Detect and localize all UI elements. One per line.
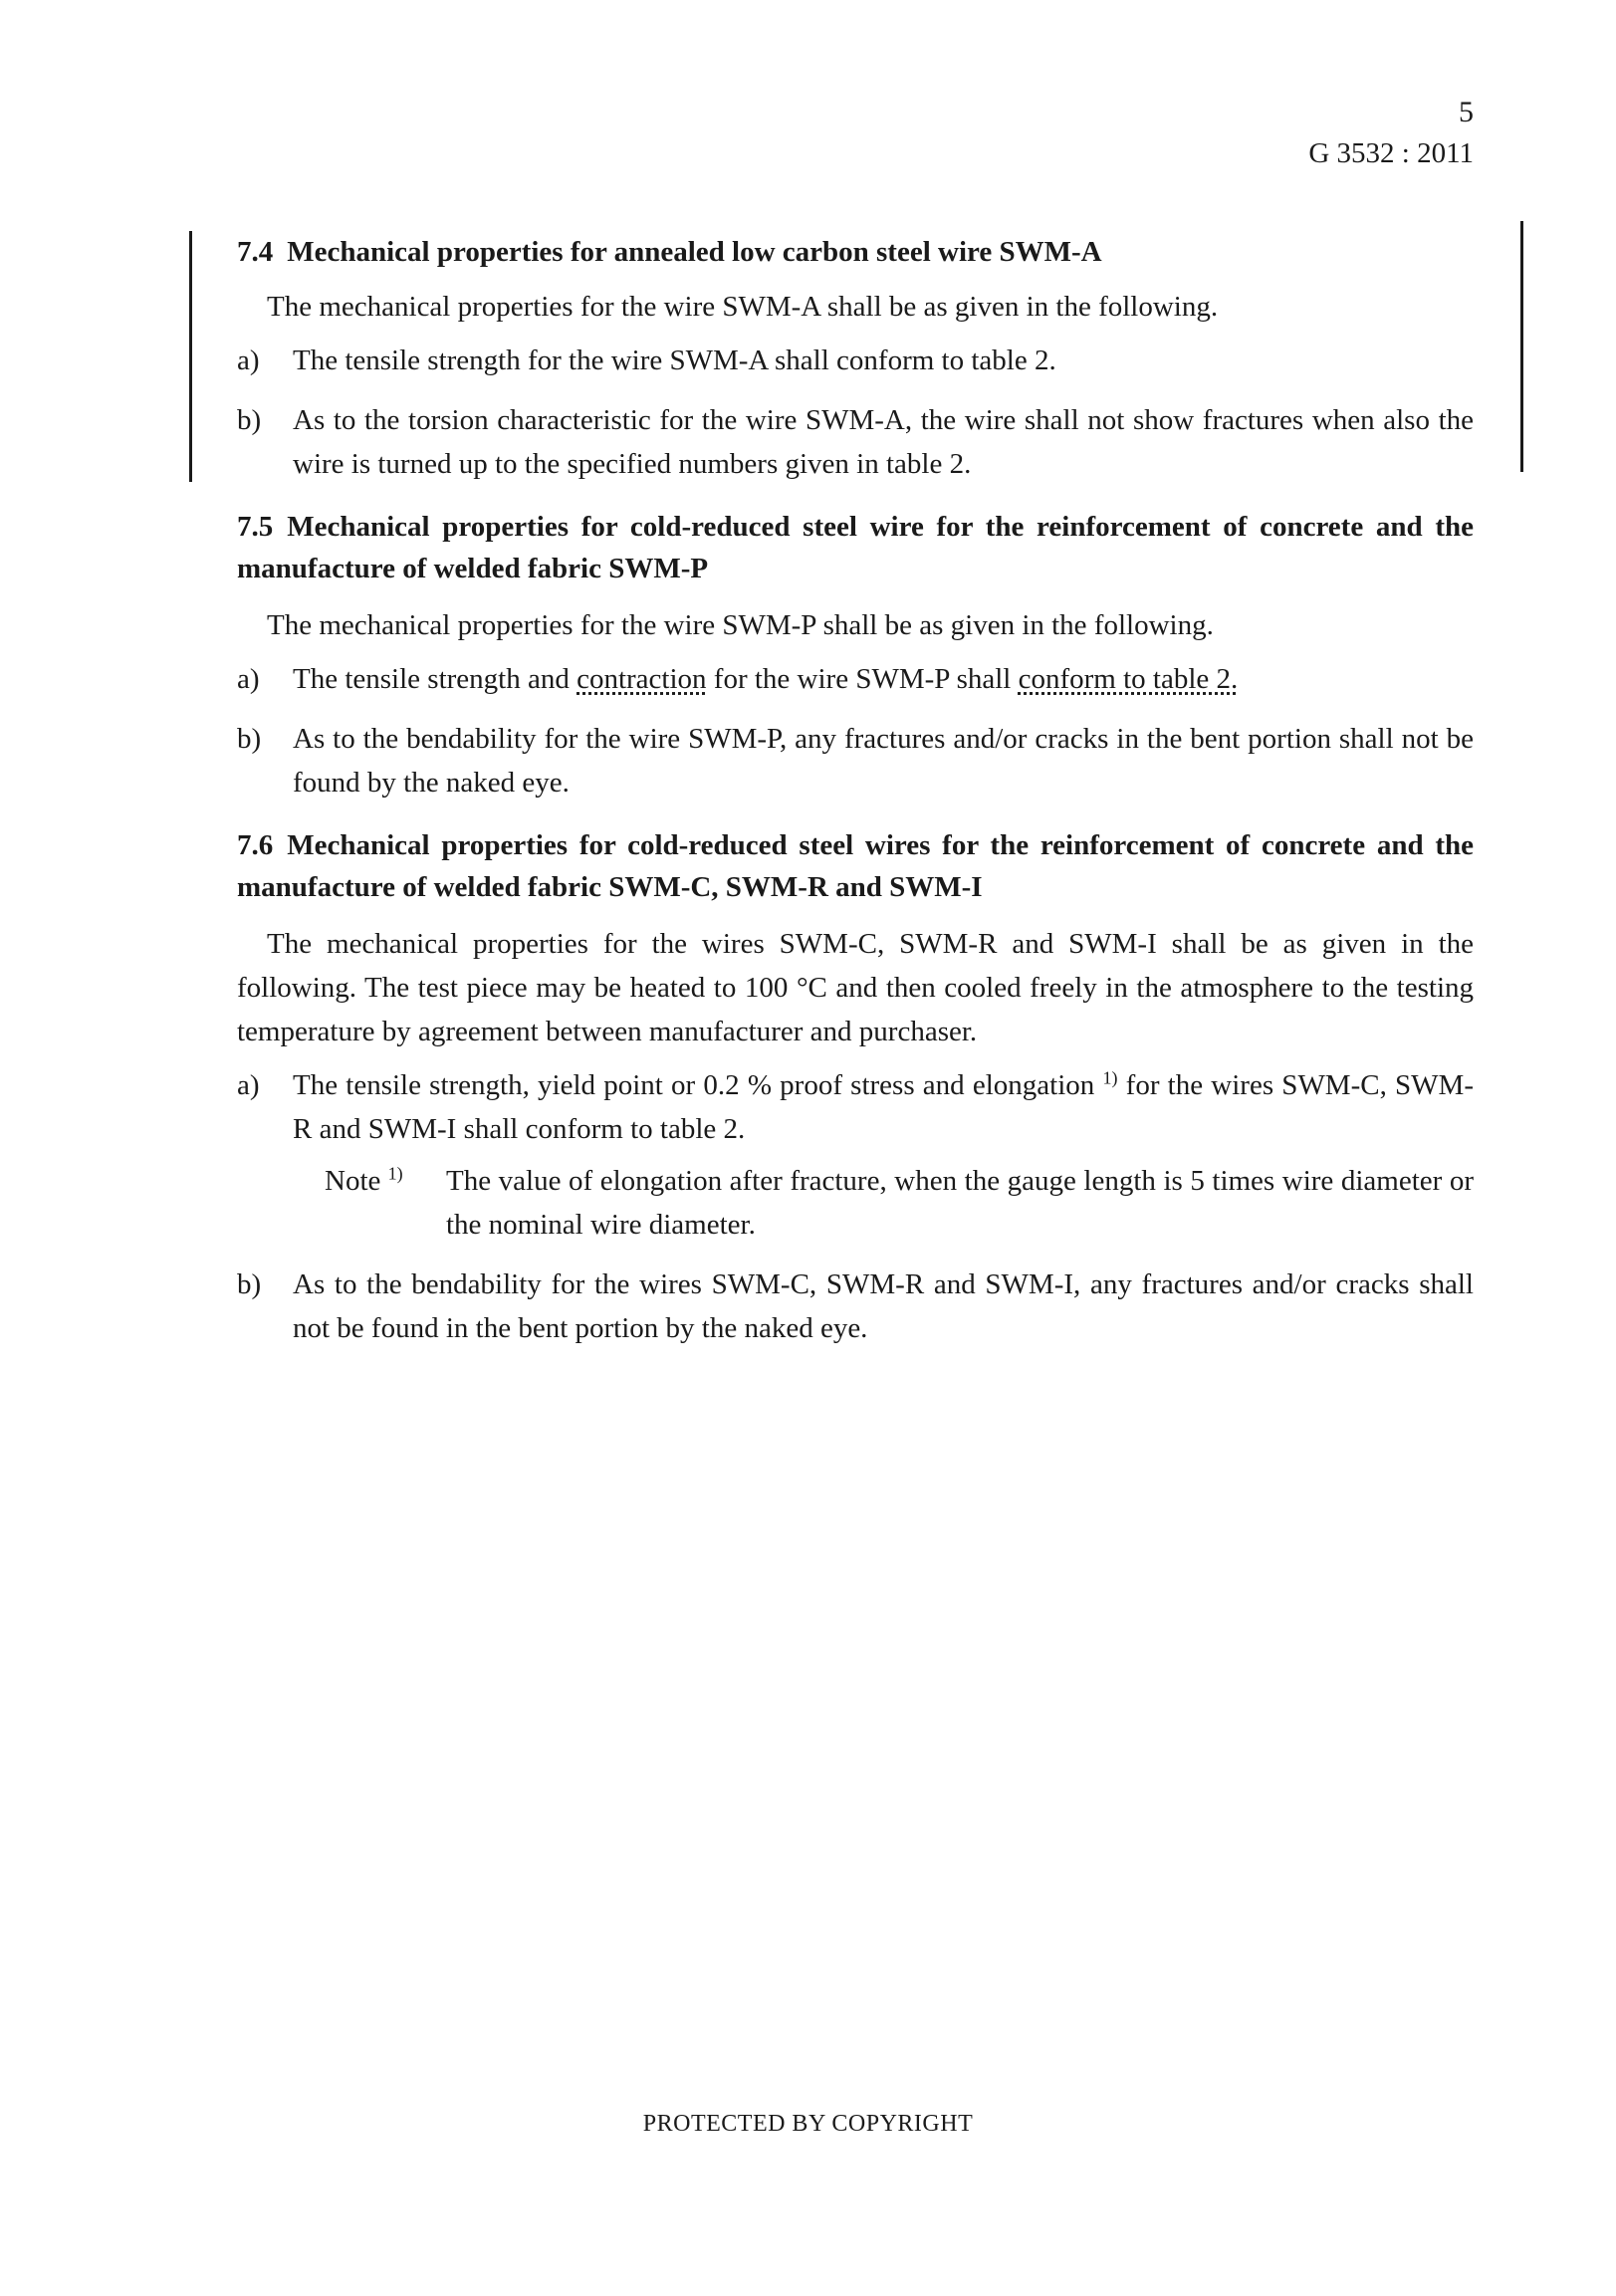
item-mark: b) <box>237 1268 262 1300</box>
item-mark: a) <box>237 1069 260 1101</box>
footnote-ref: 1) <box>1102 1067 1118 1088</box>
section-title: Mechanical properties for annealed low carbon steel wire SWM-A <box>287 236 1102 268</box>
standard-code: G 3532 : 2011 <box>1308 137 1474 169</box>
section-heading <box>237 824 1474 908</box>
footnote <box>237 1159 1474 1247</box>
list-item <box>237 657 1474 701</box>
section-title: Mechanical properties for cold-reduced steel wire for the reinforcement of concrete and the manufacture of welded fabric SWM-P <box>237 511 1474 584</box>
item-text: The tensile strength for the wire SWM-A shall conform to table 2. <box>293 344 1056 376</box>
page-number: 5 <box>1459 96 1474 128</box>
list-item <box>237 1063 1474 1151</box>
note-ref: 1) <box>387 1163 403 1184</box>
section-intro: The mechanical properties for the wire SWM-P shall be as given in the following. <box>267 609 1214 641</box>
change-bar-right <box>1520 221 1523 472</box>
section-7-6 <box>237 824 1474 1350</box>
item-text: As to the bendability for the wire SWM-P, any fractures and/or cracks in the bent portion shall not be found by the naked eye. <box>293 723 1474 799</box>
item-mark: a) <box>237 344 260 376</box>
copyright-footer: PROTECTED BY COPYRIGHT <box>642 2111 974 2137</box>
item-text-part: for the wires SWM-C, SWM-R and SWM-I shall conform to table 2. <box>293 1069 1474 1145</box>
item-text-part: The tensile strength and <box>293 663 577 695</box>
item-mark: b) <box>237 404 262 436</box>
item-mark: a) <box>237 663 260 695</box>
document-body <box>237 231 1474 1350</box>
item-mark: b) <box>237 723 262 755</box>
section-7-5 <box>237 506 1474 804</box>
item-text-part: The tensile strength, yield point or 0.2 % proof stress and elongation <box>293 1069 1103 1101</box>
item-text-underlined: contraction <box>577 663 707 695</box>
section-7-4 <box>237 231 1474 486</box>
item-text: As to the torsion characteristic for the wire SWM-A, the wire shall not show fractures when also the wire is turned up to the specified numbers given in table 2. <box>293 404 1474 480</box>
list-item <box>237 398 1474 486</box>
section-number: 7.5 <box>237 511 274 543</box>
list-item <box>237 339 1474 382</box>
section-title: Mechanical properties for cold-reduced steel wires for the reinforcement of concrete and the manufacture of welded fabric SWM-C, SWM-R and SWM-I <box>237 829 1474 903</box>
section-number: 7.6 <box>237 829 274 861</box>
note-text: The value of elongation after fracture, when the gauge length is 5 times wire diameter or the nominal wire diameter. <box>446 1165 1474 1241</box>
item-text-part: for the wire SWM-P shall <box>706 663 1019 695</box>
section-intro: The mechanical properties for the wire SWM-A shall be as given in the following. <box>267 291 1219 323</box>
section-number: 7.4 <box>237 236 274 268</box>
item-text: As to the bendability for the wires SWM-C, SWM-R and SWM-I, any fractures and/or cracks shall not be found in the bent portion by the naked eye. <box>293 1268 1474 1344</box>
section-heading <box>237 231 1474 273</box>
list-item <box>237 1263 1474 1350</box>
item-text-underlined: conform to table 2. <box>1018 663 1239 695</box>
note-label-text: Note <box>325 1165 381 1197</box>
section-intro: The mechanical properties for the wires SWM-C, SWM-R and SWM-I shall be as given in the following. The test piece may be heated to 100 °C and then cooled freely in the atmosphere to the testing temperature by agreement between manufacturer and purchaser. <box>237 928 1474 1047</box>
section-heading <box>237 506 1474 589</box>
note-label <box>325 1159 403 1203</box>
change-bar-left <box>189 231 192 482</box>
list-item <box>237 717 1474 804</box>
